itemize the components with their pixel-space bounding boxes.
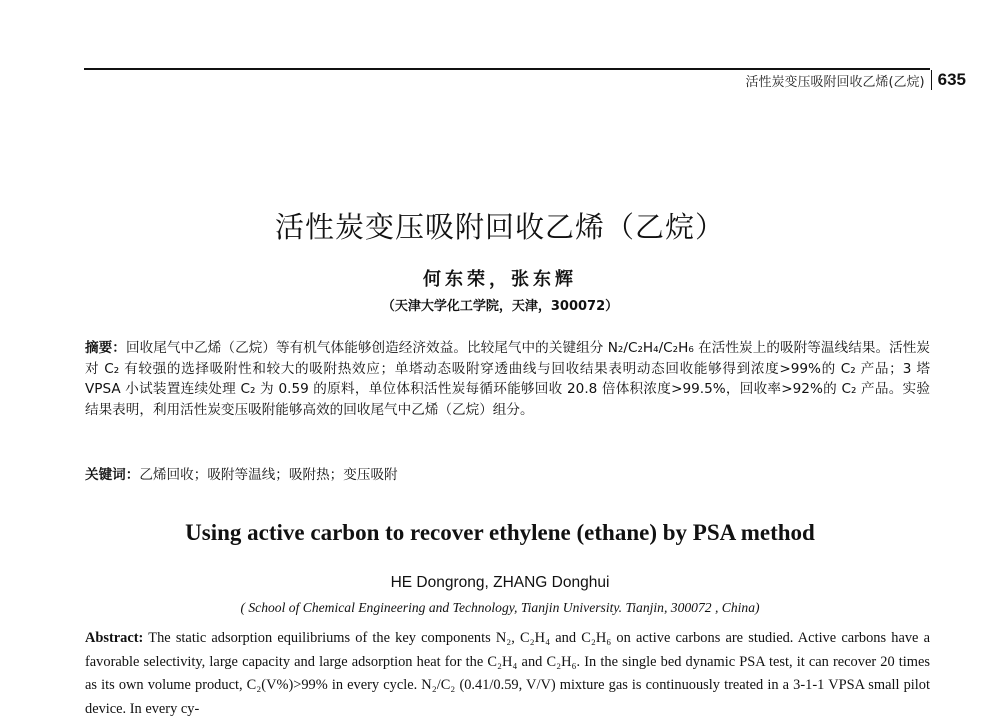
chinese-abstract-text: 回收尾气中乙烯（乙烷）等有机气体能够创造经济效益。比较尾气中的关键组分 N₂/C₂H₄/C₂H₆ 在活性炭上的吸附等温线结果。活性炭对 C₂ 有较强的选择吸附性和较大的吸附热效应；单塔动态吸附穿透曲线与回收结果表明动态回收能够得到浓度>99%的 C₂ 产品；3 塔 VPSA 小试装置连续处理 C₂ 为 0.59 的原料，单位体积活性炭每循环能够回收 20.8 倍体积浓度>99.5%，回收率>92%的 C₂ 产品。实验结果表明，利用活性炭变压吸附能够高效的回收尾气中乙烯（乙烷）组分。 <box>85 340 930 418</box>
chinese-authors: 何东荣，张东辉 <box>423 269 577 290</box>
chinese-keywords-label: 关键词： <box>85 467 140 483</box>
running-head <box>745 70 966 90</box>
english-title: Using active carbon to recover ethylene (ethane) by PSA method <box>185 520 815 545</box>
running-head-separator <box>931 70 932 90</box>
english-abstract-label: Abstract: <box>85 630 144 646</box>
english-affiliation: ( School of Chemical Engineering and Technology, Tianjin University. Tianjin, 300072 , China) <box>240 600 760 615</box>
chinese-keywords-text: 乙烯回收；吸附等温线；吸附热；变压吸附 <box>139 467 398 483</box>
chinese-abstract <box>85 338 930 420</box>
chinese-title: 活性炭变压吸附回收乙烯（乙烷） <box>274 210 725 244</box>
running-head-title: 活性炭变压吸附回收乙烯(乙烷) <box>745 74 925 90</box>
chinese-abstract-label: 摘要： <box>85 340 126 356</box>
english-authors: HE Dongrong, ZHANG Donghui <box>390 574 610 591</box>
chinese-keywords <box>85 463 930 483</box>
chinese-affiliation: （天津大学化工学院，天津，300072） <box>381 299 619 314</box>
page-number: 635 <box>937 70 966 89</box>
english-abstract-text: The static adsorption equilibriums of the key components N₂, C₂H₄ and C₂H₆ on active carbons are studied. Active carbons have a favorable selectivity, large capacity and large adsorption heat for the C₂H₄ and C₂H₆. In the single bed dynamic PSA test, it can recover 20 times as its own volume product, C₂(V%)>99% in every cycle. N₂/C₂ (0.41/0.59, V/V) mixture gas is continuously treated in a 3-1-1 VPSA small pilot device. In every cy- <box>85 630 930 717</box>
english-abstract <box>85 627 930 721</box>
